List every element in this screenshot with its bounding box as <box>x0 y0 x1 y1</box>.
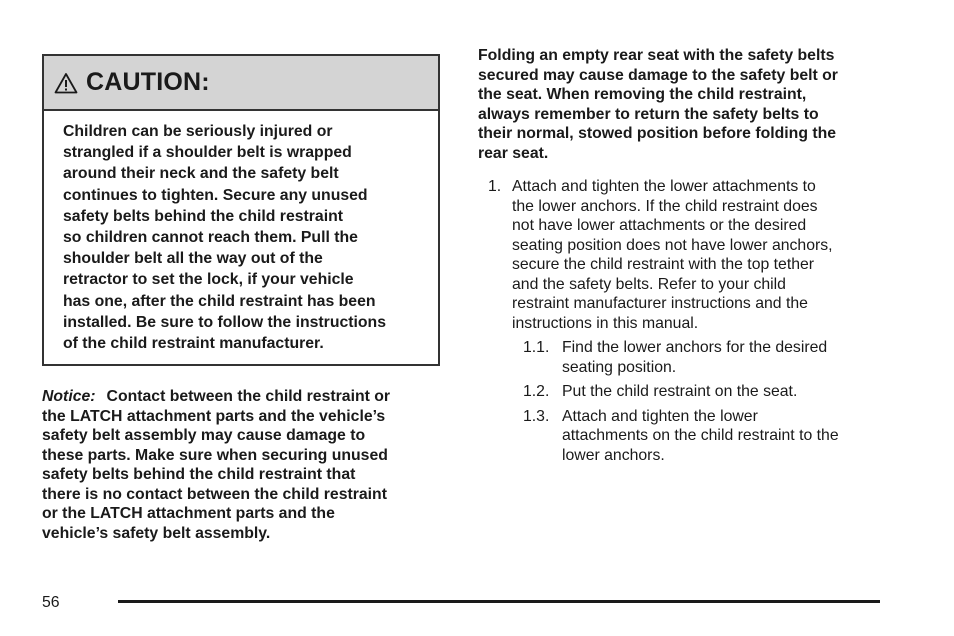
caution-line: strangled if a shoulder belt is wrapped <box>63 144 352 162</box>
step-text <box>512 177 898 333</box>
caution-body <box>44 111 438 354</box>
caution-line: safety belts behind the child restraint <box>63 207 344 225</box>
substep-line: lower anchors. <box>562 446 665 464</box>
warning-line: their normal, stowed position before folding the <box>478 125 837 142</box>
step-line: secure the child restraint with the top tether <box>512 256 815 273</box>
substep-line: Find the lower anchors for the desired <box>562 339 828 356</box>
notice-line: vehicle’s safety belt assembly. <box>42 524 271 542</box>
caution-line: installed. Be sure to follow the instructions <box>63 313 386 331</box>
caution-line: has one, after the child restraint has been <box>63 292 376 310</box>
warning-line: secured may cause damage to the safety belt or <box>478 66 838 84</box>
substep-line: Put the child restraint on the seat. <box>562 383 798 400</box>
step-line: seating position does not have lower anchors, <box>512 236 833 254</box>
substep-text <box>562 338 898 377</box>
warning-triangle-icon <box>54 72 78 94</box>
substep-text <box>562 407 898 466</box>
substep-line: attachments on the child restraint to the <box>562 427 839 444</box>
caution-line: around their neck and the safety belt <box>63 165 339 183</box>
warning-line: the seat. When removing the child restraint, <box>478 86 807 103</box>
caution-line: continues to tighten. Secure any unused <box>63 186 368 204</box>
warning-paragraph <box>478 46 898 163</box>
caution-header <box>44 56 438 111</box>
notice-line: the LATCH attachment parts and the vehicle’s <box>42 407 386 425</box>
substep-number: 1.1. <box>523 339 550 356</box>
caution-title: CAUTION: <box>86 68 210 96</box>
caution-line: retractor to set the lock, if your vehicle <box>63 271 354 289</box>
step-line: Attach and tighten the lower attachments to <box>512 178 816 195</box>
step-line: instructions in this manual. <box>512 314 699 332</box>
substep-text <box>562 382 898 402</box>
caution-line: shoulder belt all the way out of the <box>63 250 323 268</box>
notice-paragraph <box>42 387 452 543</box>
step-line: restraint manufacturer instructions and the <box>512 295 808 312</box>
substep-line: seating position. <box>562 358 677 376</box>
caution-line: so children cannot reach them. Pull the <box>63 229 358 247</box>
warning-line: always remember to return the safety belts to <box>478 105 819 123</box>
notice-line: safety belts behind the child restraint that <box>42 466 356 483</box>
notice-line: Contact between the child restraint or <box>106 388 391 405</box>
substep-1-2 <box>478 382 898 402</box>
step-line: and the safety belts. Refer to your child <box>512 275 786 293</box>
notice-line: there is no contact between the child restraint <box>42 485 387 503</box>
substep-1-3 <box>478 407 898 466</box>
substep-number: 1.3. <box>523 407 550 425</box>
notice-line: these parts. Make sure when securing unused <box>42 446 388 464</box>
page-number: 56 <box>42 594 60 611</box>
substep-number: 1.2. <box>523 383 550 400</box>
substep-1-1 <box>478 338 898 377</box>
notice-label: Notice: <box>42 388 96 405</box>
step-number: 1. <box>488 178 502 195</box>
warning-line: Folding an empty rear seat with the safety belts <box>478 47 835 64</box>
footer-divider <box>118 600 880 603</box>
step-1 <box>478 177 898 333</box>
notice-line: or the LATCH attachment parts and the <box>42 505 335 522</box>
step-line: not have lower attachments or the desired <box>512 217 807 234</box>
right-column <box>478 46 898 465</box>
caution-line: Children can be seriously injured or <box>63 123 333 140</box>
substep-line: Attach and tighten the lower <box>562 407 758 425</box>
notice-line: safety belt assembly may cause damage to <box>42 427 366 444</box>
step-line: the lower anchors. If the child restraint does <box>512 197 818 215</box>
caution-box <box>42 54 440 366</box>
warning-line: rear seat. <box>478 144 549 162</box>
caution-line: of the child restraint manufacturer. <box>63 335 324 353</box>
